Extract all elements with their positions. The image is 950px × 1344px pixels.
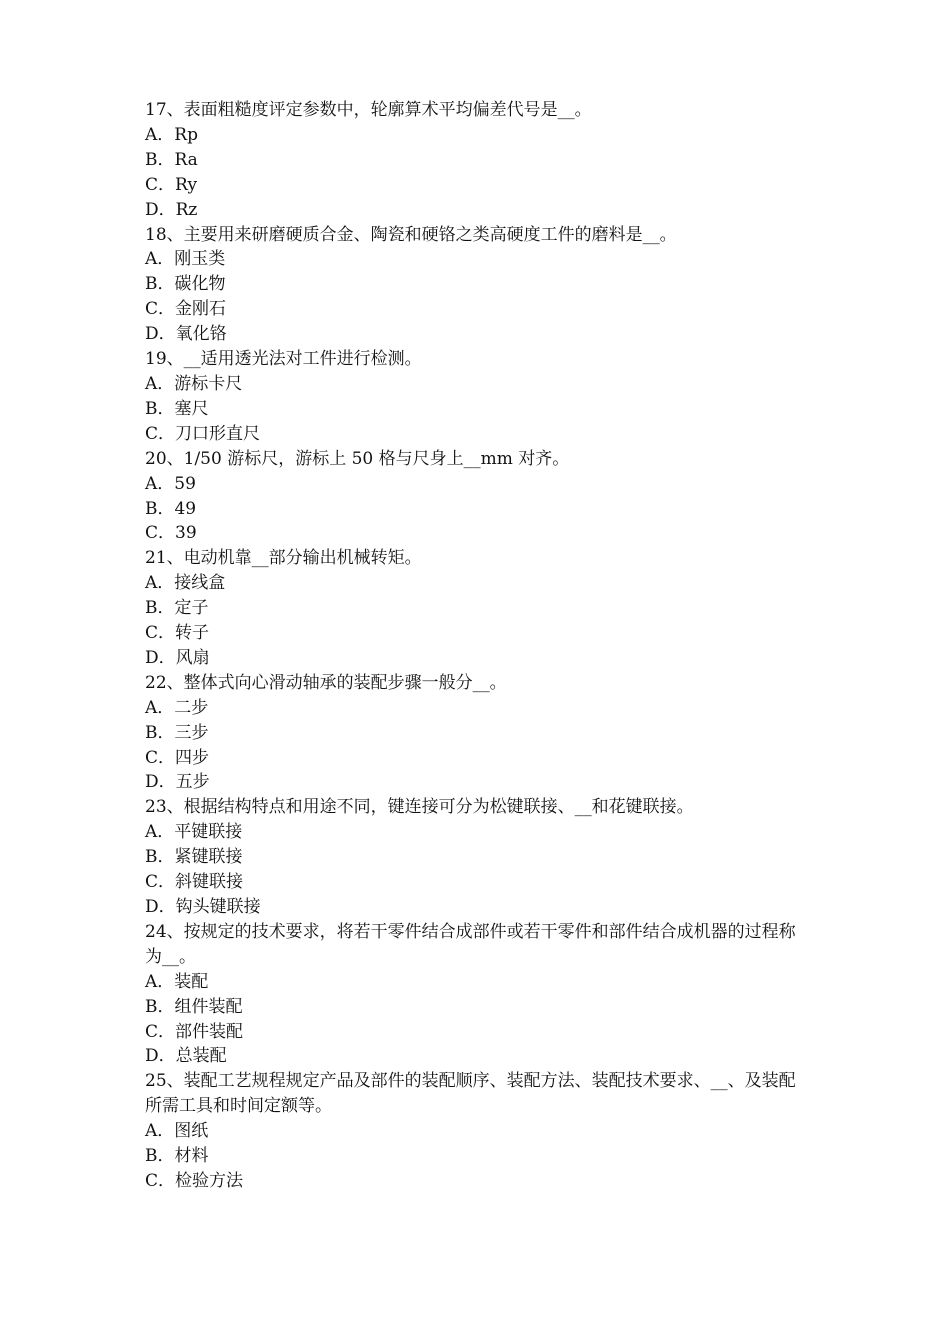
document-body bbox=[145, 98, 810, 1194]
question-block bbox=[145, 671, 810, 796]
question-block bbox=[145, 223, 810, 348]
question-stem: 18、主要用来研磨硬质合金、陶瓷和硬铬之类高硬度工件的磨料是__。 bbox=[145, 224, 677, 245]
answer-option: C．四步 bbox=[145, 747, 210, 768]
answer-option: C．39 bbox=[145, 523, 197, 544]
answer-option: D．钩头键联接 bbox=[145, 897, 261, 917]
answer-option: A．接线盒 bbox=[145, 573, 226, 594]
answer-option: A．装配 bbox=[145, 971, 209, 992]
question-stem: 25、装配工艺规程规定产品及部件的装配顺序、装配方法、装配技术要求、__、及装配所需工具和时间定额等。 bbox=[145, 1071, 796, 1117]
question-stem: 21、电动机靠__部分输出机械转矩。 bbox=[145, 548, 422, 569]
answer-option: B．材料 bbox=[145, 1146, 209, 1167]
answer-option: D．Rz bbox=[145, 199, 198, 220]
question-block bbox=[145, 920, 810, 1069]
answer-option: B．组件装配 bbox=[145, 996, 243, 1017]
answer-option: A．刚玉类 bbox=[145, 249, 226, 270]
question-block bbox=[145, 1069, 810, 1194]
answer-option: A．Rp bbox=[145, 124, 198, 145]
answer-option: A．二步 bbox=[145, 697, 209, 718]
answer-option: B．49 bbox=[145, 498, 197, 519]
answer-option: C．斜键联接 bbox=[145, 872, 244, 893]
answer-option: C．刀口形直尺 bbox=[145, 423, 261, 444]
question-block bbox=[145, 98, 810, 223]
question-stem: 24、按规定的技术要求，将若干零件结合成部件或若干零件和部件结合成机器的过程称为__。 bbox=[145, 921, 796, 967]
answer-option: B．定子 bbox=[145, 598, 209, 619]
answer-option: D．风扇 bbox=[145, 647, 210, 668]
answer-option: D．总装配 bbox=[145, 1046, 227, 1067]
answer-option: C．金刚石 bbox=[145, 299, 227, 320]
question-stem: 17、表面粗糙度评定参数中，轮廓算术平均偏差代号是__。 bbox=[145, 100, 592, 120]
answer-option: C．Ry bbox=[145, 174, 198, 195]
answer-option: A．游标卡尺 bbox=[145, 373, 243, 394]
question-block bbox=[145, 447, 810, 547]
answer-option: B．塞尺 bbox=[145, 398, 209, 419]
question-stem: 20、1/50 游标尺，游标上 50 格与尺身上__mm 对齐。 bbox=[145, 448, 570, 469]
answer-option: C．部件装配 bbox=[145, 1021, 244, 1042]
answer-option: B．三步 bbox=[145, 722, 209, 743]
answer-option: C．转子 bbox=[145, 623, 210, 644]
answer-option: A．平键联接 bbox=[145, 822, 243, 843]
question-stem: 23、根据结构特点和用途不同，键连接可分为松键联接、__和花键联接。 bbox=[145, 797, 694, 818]
question-block bbox=[145, 546, 810, 671]
question-stem: 19、__适用透光法对工件进行检测。 bbox=[145, 349, 422, 370]
answer-option: B．Ra bbox=[145, 149, 198, 170]
question-block bbox=[145, 347, 810, 447]
answer-option: B．紧键联接 bbox=[145, 847, 243, 868]
answer-option: A．59 bbox=[145, 473, 196, 494]
question-block bbox=[145, 795, 810, 920]
question-stem: 22、整体式向心滑动轴承的装配步骤一般分__。 bbox=[145, 672, 507, 693]
answer-option: C．检验方法 bbox=[145, 1170, 244, 1191]
answer-option: B．碳化物 bbox=[145, 274, 226, 295]
answer-option: D．五步 bbox=[145, 772, 210, 793]
answer-option: A．图纸 bbox=[145, 1121, 209, 1142]
answer-option: D．氧化铬 bbox=[145, 324, 227, 345]
